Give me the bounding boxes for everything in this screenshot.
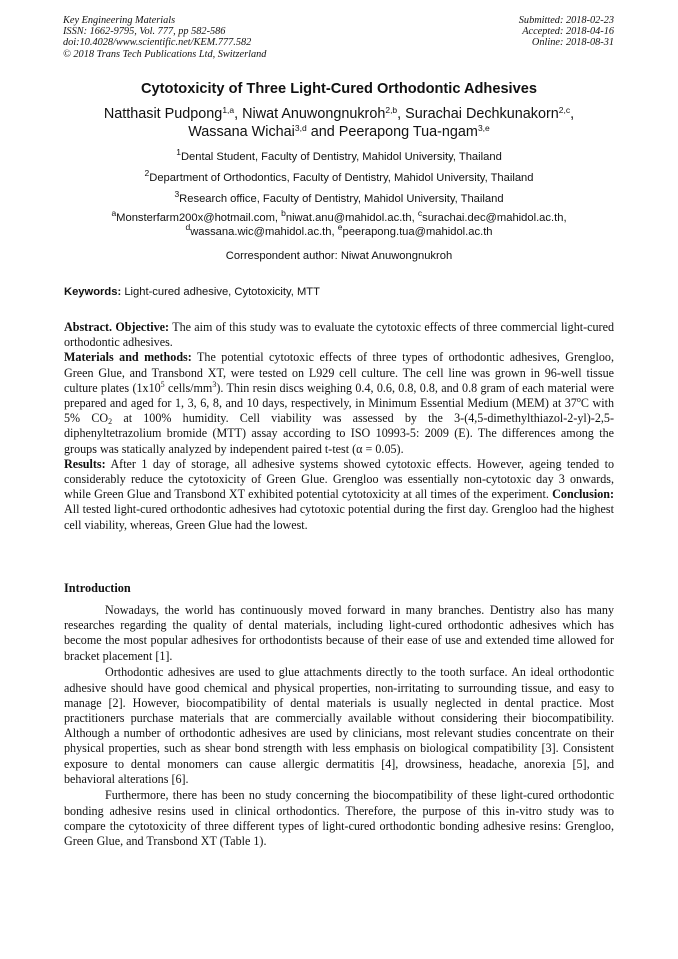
email-link[interactable]: niwat.anu@mahidol.ac.th <box>285 212 412 224</box>
accepted-date: Accepted: 2018-04-16 <box>522 26 614 38</box>
affiliation-2: $^2$Department of Orthodontics, Faculty of Dentistry, Mahidol University, Thailand <box>144 168 534 184</box>
journal-name: Key Engineering Materials <box>63 15 176 26</box>
abstract <box>64 320 614 533</box>
affiliation-3: $^3$Research office, Faculty of Dentistry, Mahidol University, Thailand <box>174 189 504 205</box>
author-sup: 2,c <box>558 105 571 115</box>
keywords <box>64 286 320 298</box>
copyright-line: © 2018 Trans Tech Publications Ltd, Switzerland <box>63 48 267 60</box>
author-name: Surachai Dechkunakorn <box>405 106 559 122</box>
journal-header <box>63 15 266 60</box>
author-sup: 2,b <box>385 105 398 115</box>
introduction-body <box>64 603 614 851</box>
author-name: Wassana Wichai <box>188 124 295 140</box>
author-sup: 3,e <box>477 123 490 133</box>
author-name: Niwat Anuwongnukroh <box>242 106 386 122</box>
email-link[interactable]: peerapong.tua@mahidol.ac.th <box>342 226 493 238</box>
author-sup: 1,a <box>222 105 235 115</box>
email-link[interactable]: wassana.wic@mahidol.ac.th <box>190 226 332 238</box>
email-link[interactable]: Monsterfarm200x@hotmail.com <box>116 212 275 224</box>
author-name: Peerapong Tua-ngam <box>338 124 478 140</box>
keywords-label: Keywords: <box>64 286 122 298</box>
abstract-methods: Materials and methods: The potential cytotoxic effects of three types of orthodontic adhesives, Grengloo, Green Glue, and Transbond XT, were tested on L929 cell culture. The cell line was grown in 96-well tissue culture plates ($1x10^5$ cells/$mm^3$). Thin resin discs weighing 0.4, 0.6, 0.8, 0.8, and 0.8 gram of each material were prepared and aged for 1, 3, 6, 8, and 10 days, respectively, in Minimum Essential Medium (MEM) at 37$^o$C with 5% $CO_2$ at 100% humidity. Cell viability was assessed by the 3-(4,5-dimethylthiazol-2-yl)-2,5-diphenyltetrazolium bromide (MTT) assay according to ISO 10993-5: 2009 (E). The differences among the groups was statically analyzed by independent paired t-test (α = 0.05). <box>64 350 614 456</box>
correspondent-author: Correspondent author: Niwat Anuwongnukroh <box>225 250 453 262</box>
online-date: Online: 2018-08-31 <box>531 37 614 49</box>
dates-header <box>519 15 614 49</box>
keywords-text: Light-cured adhesive, Cytotoxicity, MTT <box>124 286 320 298</box>
issn-line: ISSN: 1662-9795, Vol. 777, pp 582-586 <box>63 26 226 38</box>
author-list: Natthasit Pudpong$^{1,a}$, Niwat Anuwongnukroh$^{2,b}$, Surachai Dechkunakorn$^{2,c}$, Wassana Wichai$^{3,d}$ and Peerapong Tua-ngam$^{3,e}$ <box>103 105 575 140</box>
abstract-objective: Abstract. Objective: The aim of this study was to evaluate the cytotoxic effects of three commercial light-cured orthodontic adhesives. <box>64 320 615 350</box>
author-name: Natthasit Pudpong <box>103 106 223 122</box>
intro-paragraph: Nowadays, the world has continuously moved forward in many branches. Dentistry also has many researches regarding the quality of dental materials, including light-cured orthodontic adhesives which has become the most popular adhesives for orthodontists because of their ease of use and extended time allowed for bracket placement [1]. <box>64 603 614 663</box>
abstract-results: Results: After 1 day of storage, all adhesive systems showed cytotoxic effects. However, ageing tended to considerably reduce the cytotoxicity of Green Glue. Grengloo was essentially non-cytotoxic day 3 onwards, while Green Glue and Transbond XT exhibited potential cytotoxicity at all times of the experiment. Conclusion: All tested light-cured orthodontic adhesives had cytotoxic potential during the first day. Grengloo had the highest cell viability, whereas, Green Glue had the lowest. <box>64 456 615 532</box>
section-heading-introduction: Introduction <box>64 581 131 595</box>
intro-paragraph: Orthodontic adhesives are used to glue attachments directly to the tooth surface. An ideal orthodontic adhesive should have good chemical and physical properties, non-irritating to surrounding tissue, and easy to manage [2]. However, biocompatibility of dental materials is usually neglected in dental practice. Most practitioners purchase materials that are commercially available without considering their biocompatibility. Although a number of orthodontic adhesives are used by clinicians, most relevant studies concentrate on their physical properties, such as shear bond strength with less emphasis on biological compatibility [3]. Consistent exposure to dental monomers can cause allergic dermatitis [4], drowsiness, headache, anorexia [5], and behavioral alterations [6]. <box>64 665 614 786</box>
email-link[interactable]: surachai.dec@mahidol.ac.th <box>422 212 564 224</box>
email-list: $^a$Monsterfarm200x@hotmail.com, $^b$niwat.anu@mahidol.ac.th, $^c$surachai.dec@mahidol.ac.th, $^d$wassana.wic@mahidol.ac.th, $^e$peerapong.tua@mahidol.ac.th <box>111 208 567 238</box>
affiliation-1: $^1$Dental Student, Faculty of Dentistry, Mahidol University, Thailand <box>176 147 502 163</box>
doi-line[interactable]: doi:10.4028/www.scientific.net/KEM.777.582 <box>63 37 252 49</box>
submitted-date: Submitted: 2018-02-23 <box>518 15 614 26</box>
author-sup: 3,d <box>294 123 307 133</box>
intro-paragraph: Furthermore, there has been no study concerning the biocompatibility of these light-cured orthodontic bonding adhesive resins used in clinical orthodontics. Therefore, the purpose of this in-vitro study was to compare the cytotoxicity of three different types of light-cured orthodontic bonding adhesive resins: Grengloo, Green Glue, and Transbond XT (Table 1). <box>64 788 614 849</box>
paper-title: Cytotoxicity of Three Light-Cured Orthodontic Adhesives <box>141 81 537 97</box>
